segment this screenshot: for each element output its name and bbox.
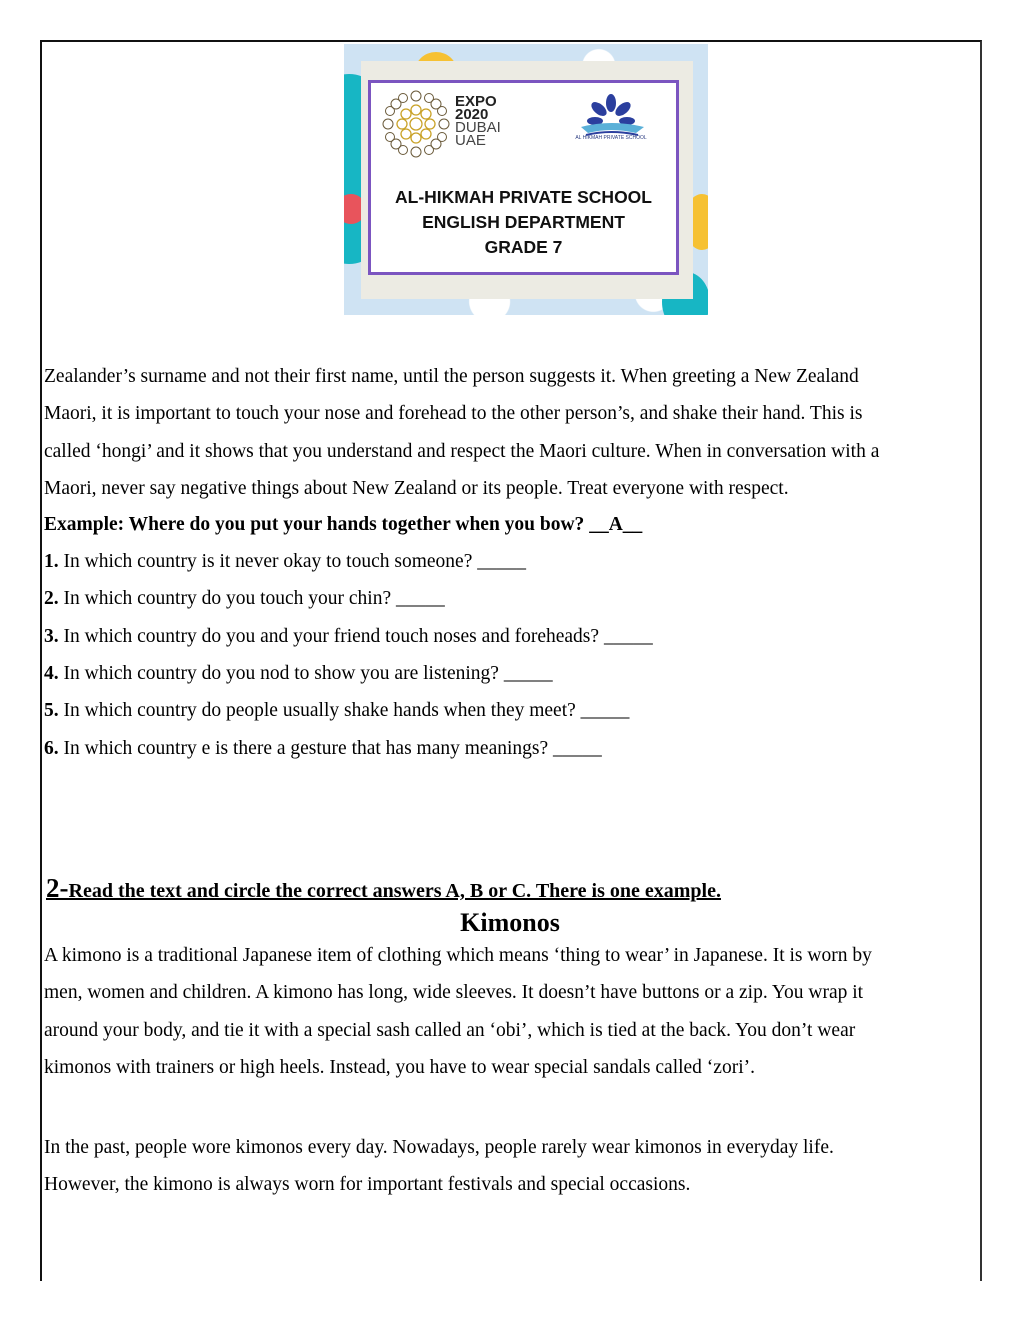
answer-blank[interactable]: _____ bbox=[603, 626, 653, 647]
passage-line: men, women and children. A kimono has long, wide sleeves. It doesn’t have buttons or a zip. You wrap it bbox=[44, 982, 864, 1004]
expo-line-1: EXPO bbox=[455, 93, 497, 110]
school-name: AL-HIKMAH PRIVATE SCHOOL bbox=[395, 187, 652, 207]
question-number: 4. bbox=[44, 663, 59, 684]
banner-label bbox=[368, 80, 679, 275]
question-number: 1. bbox=[44, 551, 59, 572]
question-text: In which country do you nod to show you are listening? bbox=[63, 663, 499, 684]
passage-line: Maori, never say negative things about New Zealand or its people. Treat everyone with respect. bbox=[44, 477, 789, 499]
passage-line: Maori, it is important to touch your nose and forehead to the other person’s, and shake their hand. This is bbox=[44, 403, 863, 425]
answer-blank[interactable]: _____ bbox=[477, 551, 526, 572]
school-logo-caption: AL HIKMAH PRIVATE SCHOOL bbox=[575, 135, 647, 141]
header-banner bbox=[344, 44, 708, 315]
question-number: 6. bbox=[44, 738, 59, 759]
section-2-heading bbox=[46, 873, 721, 904]
passage-line: kimonos with trainers or high heels. Instead, you have to wear special sandals called ‘zori’. bbox=[44, 1056, 755, 1078]
grade-label: GRADE 7 bbox=[484, 237, 563, 257]
question-text: In which country do you and your friend touch noses and foreheads? bbox=[63, 626, 600, 647]
question-number: 2. bbox=[44, 588, 59, 609]
question-text: In which country do you touch your chin? bbox=[63, 588, 392, 609]
answer-blank[interactable]: _____ bbox=[396, 588, 445, 609]
question-2 bbox=[44, 588, 445, 610]
kimonos-paragraph-1 bbox=[44, 937, 984, 1086]
example-text: Example: Where do you put your hands together when you bow? bbox=[44, 514, 585, 535]
department-name: ENGLISH DEPARTMENT bbox=[422, 212, 625, 232]
passage-line: In the past, people wore kimonos every day. Nowadays, people rarely wear kimonos in everyday life. bbox=[44, 1137, 834, 1158]
answer-blank[interactable]: _____ bbox=[580, 700, 630, 721]
expo-line-4: UAE bbox=[455, 132, 486, 149]
question-4 bbox=[44, 663, 553, 685]
section-number: 2- bbox=[46, 873, 69, 903]
passage-title: Kimonos bbox=[460, 908, 560, 937]
question-1 bbox=[44, 551, 526, 573]
reading-passage-1 bbox=[44, 358, 984, 507]
question-number: 5. bbox=[44, 700, 59, 721]
school-logo-icon bbox=[566, 91, 656, 151]
expo-line-3: DUBAI bbox=[455, 119, 501, 136]
passage-line: called ‘hongi’ and it shows that you understand and respect the Maori culture. When in conversation with a bbox=[44, 440, 880, 462]
kimonos-paragraph-2 bbox=[44, 1129, 984, 1204]
expo-line-2: 2020 bbox=[455, 106, 489, 123]
question-number: 3. bbox=[44, 626, 59, 647]
example-question bbox=[44, 514, 642, 536]
example-answer: __A__ bbox=[589, 514, 643, 535]
section-instruction: Read the text and circle the correct answers A, B or C. There is one example. bbox=[68, 880, 721, 902]
question-text: In which country e is there a gesture that has many meanings? bbox=[63, 738, 549, 759]
banner-title bbox=[371, 185, 676, 260]
question-6 bbox=[44, 738, 602, 760]
expo-2020-logo-icon bbox=[381, 89, 451, 159]
passage-line: Zealander’s surname and not their first name, until the person suggests it. When greeting a New Zealand bbox=[44, 366, 859, 387]
question-text: In which country is it never okay to touch someone? bbox=[63, 551, 473, 572]
expo-wordmark bbox=[455, 95, 501, 147]
passage-line: A kimono is a traditional Japanese item of clothing which means ‘thing to wear’ in Japanese. It is worn by bbox=[44, 945, 872, 966]
passage-line: around your body, and tie it with a special sash called an ‘obi’, which is tied at the back. You don’t wear bbox=[44, 1019, 856, 1041]
question-5 bbox=[44, 700, 629, 722]
question-3 bbox=[44, 626, 653, 648]
answer-blank[interactable]: _____ bbox=[553, 738, 602, 759]
passage-line: However, the kimono is always worn for important festivals and special occasions. bbox=[44, 1174, 691, 1196]
answer-blank[interactable]: _____ bbox=[503, 663, 553, 684]
question-text: In which country do people usually shake hands when they meet? bbox=[63, 700, 576, 721]
